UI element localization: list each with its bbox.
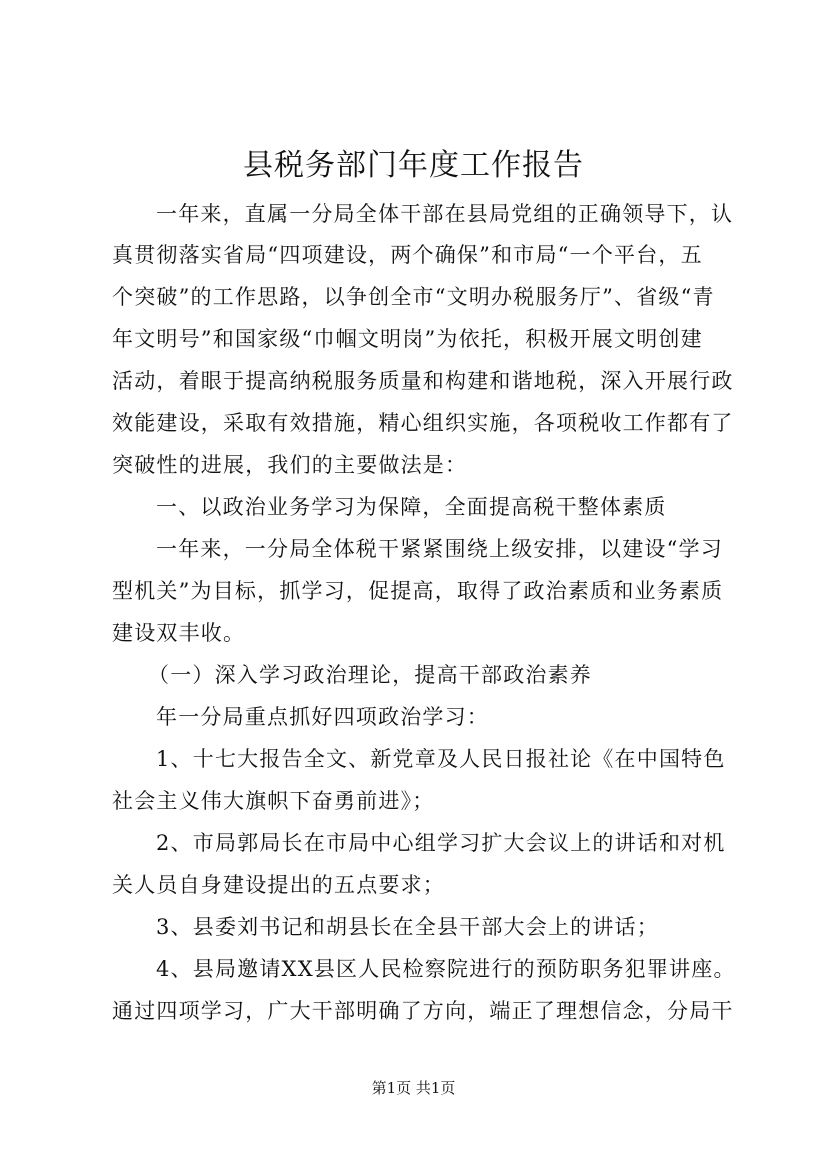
paragraph-line: 型机关”为目标，抓学习，促提高，取得了政治素质和业务素质	[112, 579, 724, 603]
list-item-continuation: 关人员自身建设提出的五点要求；	[112, 873, 445, 897]
paragraph-line: 一年来，一分局全体税干紧紧围绕上级安排，以建设“学习	[156, 537, 723, 561]
paragraph-line: 建设双丰收。	[112, 621, 246, 645]
list-item: 2、市局郭局长在市局中心组学习扩大会议上的讲话和对机	[156, 831, 726, 855]
paragraph-line: 年一分局重点抓好四项政治学习：	[156, 705, 489, 729]
paragraph-line: 真贯彻落实省局“四项建设，两个确保”和市局“一个平台，五	[112, 243, 703, 267]
subsection-heading: （一）深入学习政治理论，提高干部政治素养	[148, 663, 592, 687]
page-footer: 第1页 共1页	[371, 1079, 456, 1097]
list-item-continuation: 社会主义伟大旗帜下奋勇前进》；	[112, 789, 435, 813]
paragraph-line: 效能建设，采取有效措施，精心组织实施，各项税收工作都有了	[112, 411, 734, 435]
section-heading: 一、以政治业务学习为保障，全面提高税干整体素质	[156, 495, 667, 519]
paragraph-line: 通过四项学习，广大干部明确了方向，端正了理想信念，分局干	[112, 999, 734, 1023]
list-item: 4、县局邀请XX县区人民检察院进行的预防职务犯罪讲座。	[156, 957, 736, 981]
paragraph-line: 活动，着眼于提高纳税服务质量和构建和谐地税，深入开展行政	[112, 369, 734, 393]
paragraph-line: 突破性的进展，我们的主要做法是：	[112, 453, 468, 477]
paragraph-line: 年文明号”和国家级“巾帼文明岗”为依托，积极开展文明创建	[112, 327, 703, 351]
paragraph-line: 一年来，直属一分局全体干部在县局党组的正确领导下，认	[156, 202, 734, 226]
document-title: 县税务部门年度工作报告	[243, 148, 584, 183]
list-item: 3、县委刘书记和胡县长在全县干部大会上的讲话；	[156, 915, 659, 939]
list-item: 1、十七大报告全文、新党章及人民日报社论《在中国特色	[156, 747, 726, 771]
paragraph-line: 个突破”的工作思路，以争创全市“文明办税服务厅”、省级“青	[112, 285, 715, 309]
